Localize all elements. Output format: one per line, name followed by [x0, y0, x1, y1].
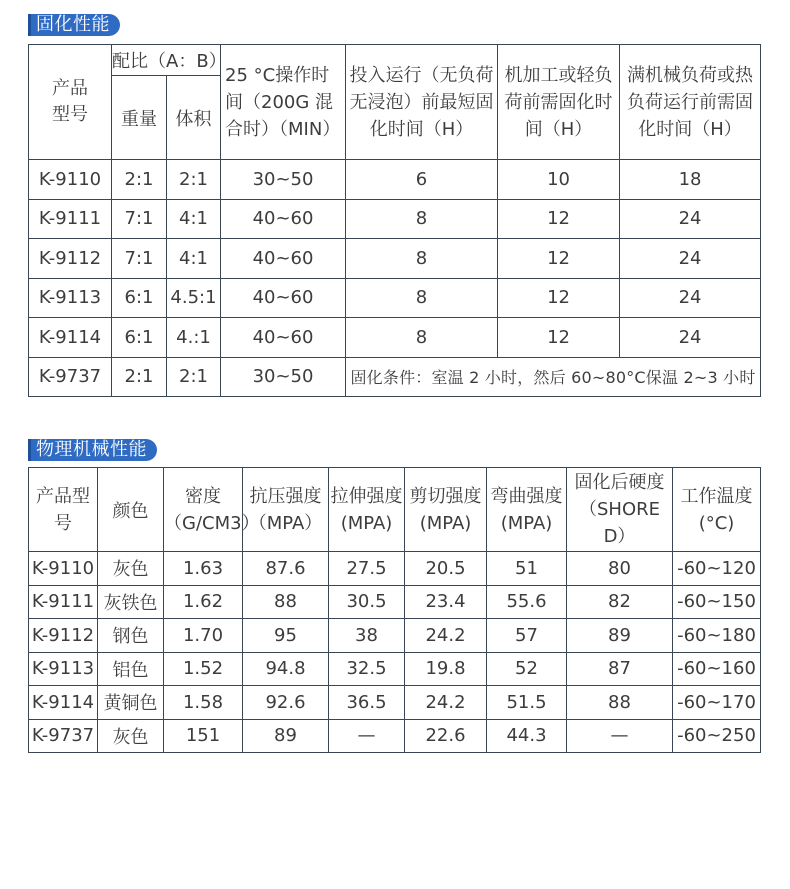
table-cell: -60~120 [673, 552, 761, 586]
table-cell: 24 [620, 278, 761, 318]
table-cell: K-9112 [29, 239, 112, 279]
table-row [29, 357, 761, 397]
table-cell: 1.52 [164, 652, 243, 686]
table-cell: 8 [346, 278, 498, 318]
table-cell: 2:1 [167, 357, 221, 397]
table-row [29, 652, 761, 686]
table-row [29, 552, 761, 586]
cure-condition-note: 固化条件：室温 2 小时，然后 60~80°C保温 2~3 小时 [346, 357, 761, 397]
table-cell: K-9114 [29, 318, 112, 358]
table-cell: 7:1 [112, 239, 167, 279]
table-cell: 24 [620, 199, 761, 239]
header-compressive: 抗压强度（MPA） [243, 468, 329, 552]
header-min-cure-time: 投入运行（无负荷无浸泡）前最短固化时间（H） [346, 45, 498, 160]
table-cell: 88 [243, 585, 329, 619]
table-row [29, 686, 761, 720]
header-product: 产品 型号 [29, 45, 112, 160]
table-cell: -60~250 [673, 719, 761, 753]
table-cell: 80 [567, 552, 673, 586]
table-cell: 灰铁色 [98, 585, 164, 619]
table-row [29, 318, 761, 358]
table-cell: K-9110 [29, 552, 98, 586]
table-cell: 40~60 [221, 199, 346, 239]
table-cell: 12 [498, 318, 620, 358]
table-cell: — [567, 719, 673, 753]
table-cell: 4:1 [167, 239, 221, 279]
table-cell: 4.:1 [167, 318, 221, 358]
table-cell: 黄铜色 [98, 686, 164, 720]
table-cell: 95 [243, 619, 329, 653]
table-cell: 1.70 [164, 619, 243, 653]
table-cell: 94.8 [243, 652, 329, 686]
table-cell: -60~170 [673, 686, 761, 720]
table-cell: 12 [498, 239, 620, 279]
table-cell: 8 [346, 199, 498, 239]
table-cell: 88 [567, 686, 673, 720]
table-cell: 4:1 [167, 199, 221, 239]
physical-properties-table [28, 467, 761, 753]
table-cell: 40~60 [221, 239, 346, 279]
table-cell: -60~150 [673, 585, 761, 619]
table-row [29, 619, 761, 653]
table-cell: -60~180 [673, 619, 761, 653]
table-cell: 2:1 [112, 357, 167, 397]
table-cell: 20.5 [405, 552, 487, 586]
header-working-time: 25 °C操作时间（200G 混合时）（MIN） [221, 45, 346, 160]
table-row [29, 719, 761, 753]
table-cell: 24.2 [405, 686, 487, 720]
table-cell: 8 [346, 318, 498, 358]
table-cell: 89 [243, 719, 329, 753]
table-cell: 30.5 [329, 585, 405, 619]
table-cell: 92.6 [243, 686, 329, 720]
table-cell: 151 [164, 719, 243, 753]
table-cell: 1.63 [164, 552, 243, 586]
table-cell: 30~50 [221, 160, 346, 200]
table-cell: 22.6 [405, 719, 487, 753]
table-cell: K-9737 [29, 719, 98, 753]
table-cell: 6:1 [112, 318, 167, 358]
table-cell: 32.5 [329, 652, 405, 686]
header-ratio: 配比（A：B） [112, 45, 221, 76]
table-cell: 12 [498, 199, 620, 239]
table-cell: 38 [329, 619, 405, 653]
table-cell: 44.3 [487, 719, 567, 753]
table-cell: 89 [567, 619, 673, 653]
table-cell: 82 [567, 585, 673, 619]
header-density: 密度（G/CM3） [164, 468, 243, 552]
table-cell: K-9110 [29, 160, 112, 200]
header-full-load-time: 满机械负荷或热负荷运行前需固化时间（H） [620, 45, 761, 160]
table-cell: 55.6 [487, 585, 567, 619]
cure-performance-table [28, 44, 761, 397]
table-cell: 24 [620, 239, 761, 279]
table-cell: 24.2 [405, 619, 487, 653]
table-cell: 10 [498, 160, 620, 200]
table-cell: 灰色 [98, 719, 164, 753]
header-bending: 弯曲强度(MPA) [487, 468, 567, 552]
table-cell: 52 [487, 652, 567, 686]
table-row [29, 278, 761, 318]
header-weight: 重量 [112, 76, 167, 160]
table-cell: 19.8 [405, 652, 487, 686]
table-cell: 18 [620, 160, 761, 200]
header-volume: 体积 [167, 76, 221, 160]
table-cell: 87.6 [243, 552, 329, 586]
table-cell: 4.5:1 [167, 278, 221, 318]
section-tag-physical: 物理机械性能 [28, 439, 157, 461]
table-cell: 铝色 [98, 652, 164, 686]
header-shear: 剪切强度(MPA) [405, 468, 487, 552]
table-cell: 57 [487, 619, 567, 653]
table-cell: 6 [346, 160, 498, 200]
table-cell: K-9737 [29, 357, 112, 397]
table-cell: 6:1 [112, 278, 167, 318]
table-cell: 27.5 [329, 552, 405, 586]
section-tag-cure: 固化性能 [28, 14, 120, 36]
table-cell: 51 [487, 552, 567, 586]
header-temperature: 工作温度(°C) [673, 468, 761, 552]
table-cell: 24 [620, 318, 761, 358]
header-machining-time: 机加工或轻负荷前需固化时间（H） [498, 45, 620, 160]
table-cell: K-9114 [29, 686, 98, 720]
table-cell: 51.5 [487, 686, 567, 720]
header-hardness: 固化后硬度（SHORE D） [567, 468, 673, 552]
table-cell: 2:1 [167, 160, 221, 200]
header-tensile: 拉伸强度(MPA) [329, 468, 405, 552]
table-cell: 2:1 [112, 160, 167, 200]
table-cell: 40~60 [221, 318, 346, 358]
table-row [29, 199, 761, 239]
table-cell: 8 [346, 239, 498, 279]
table-cell: 钢色 [98, 619, 164, 653]
table-cell: 1.62 [164, 585, 243, 619]
table-cell: -60~160 [673, 652, 761, 686]
table-cell: K-9113 [29, 278, 112, 318]
table-cell: 36.5 [329, 686, 405, 720]
table-row [29, 160, 761, 200]
header-color: 颜色 [98, 468, 164, 552]
table-cell: K-9112 [29, 619, 98, 653]
table-cell: 12 [498, 278, 620, 318]
table-row [29, 585, 761, 619]
table-cell: K-9111 [29, 585, 98, 619]
table-cell: — [329, 719, 405, 753]
table-cell: K-9113 [29, 652, 98, 686]
table-cell: 40~60 [221, 278, 346, 318]
table-cell: 87 [567, 652, 673, 686]
table-cell: K-9111 [29, 199, 112, 239]
table-cell: 30~50 [221, 357, 346, 397]
table-cell: 1.58 [164, 686, 243, 720]
table-cell: 23.4 [405, 585, 487, 619]
header-product: 产品型号 [29, 468, 98, 552]
table-cell: 灰色 [98, 552, 164, 586]
table-row [29, 239, 761, 279]
table-cell: 7:1 [112, 199, 167, 239]
